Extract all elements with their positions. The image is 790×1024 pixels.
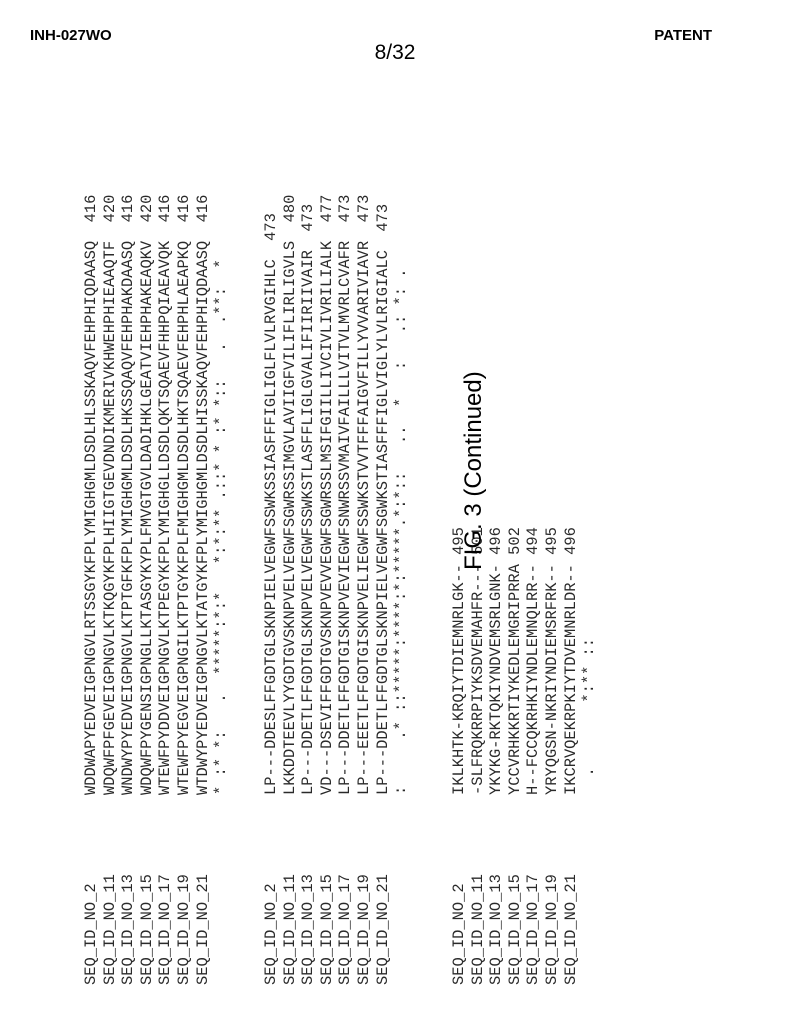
sequence-text: IKCRVQEKRPKIYTDVEMNRLDR-- 496 [561, 527, 580, 795]
sequence-row [175, 195, 194, 985]
alignment-block-1 [82, 195, 231, 985]
sequence-row [318, 195, 337, 985]
sequence-id: SEQ_ID_NO_15 [317, 874, 336, 985]
sequence-text: LP---DDESLFFGDTGLSKNPIELVEGWFSSWKSSIASFFFIGLIGLFLVLRVGIHLC 473 [262, 213, 280, 795]
consensus-symbols: * :* *: . *****:*:* *:*:** .::* * :* *:: . .**: * [212, 259, 231, 795]
sequence-text: LKKDDTEEVLYYGDTGVSKNPVELVEGWFSGWRSSIMGVLAVIIGFVILIFLIRLIGVLS 480 [280, 194, 299, 795]
sequence-row [450, 527, 469, 985]
sequence-row [487, 527, 506, 985]
sequence-id: SEQ_ID_NO_21 [373, 874, 392, 985]
sequence-id: SEQ_ID_NO_17 [156, 874, 175, 985]
sequence-text: WTEWFPYEGVEIGPNGILKTPTGYKFPLFMIGHGMLDSDLHKTSQAEVFEHPHLAEAPKQ 416 [174, 194, 193, 795]
sequence-id: SEQ_ID_NO_11 [100, 874, 119, 985]
sequence-row [156, 195, 175, 985]
sequence-id: SEQ_ID_NO_15 [137, 874, 156, 985]
sequence-row [336, 195, 355, 985]
sequence-row [119, 195, 138, 985]
sequence-row [101, 195, 120, 985]
sequence-row [469, 527, 488, 985]
sequence-id: SEQ_ID_NO_19 [354, 874, 373, 985]
sequence-text: WDQWFPFGEVEIGPNGVLKTKQGYKFPLHIIGTGEVDNDIKMERIVKHWEHPHIEAAQTF 420 [100, 194, 119, 795]
sequence-id: SEQ_ID_NO_2 [262, 883, 280, 985]
sequence-row [262, 195, 281, 985]
sequence-id: SEQ_ID_NO_17 [336, 874, 355, 985]
document-id: INH-027WO [30, 27, 112, 44]
alignment-block-3 [450, 527, 599, 985]
sequence-id: SEQ_ID_NO_11 [280, 874, 299, 985]
sequence-id: SEQ_ID_NO_21 [561, 874, 580, 985]
consensus-symbols: : .* ::*****:****:*:*****.*:*:: .. * : .: *: . [392, 268, 411, 795]
sequence-row [355, 195, 374, 985]
sequence-id: SEQ_ID_NO_19 [174, 874, 193, 985]
sequence-id: SEQ_ID_NO_13 [487, 874, 506, 985]
sequence-text: -SLFRQKRRPIYKSDVEMAHFR--- 501 [468, 527, 487, 795]
sequence-id: SEQ_ID_NO_2 [450, 883, 468, 985]
sequence-id: SEQ_ID_NO_21 [193, 874, 212, 985]
sequence-id: SEQ_ID_NO_11 [468, 874, 487, 985]
consensus-row [212, 195, 231, 985]
sequence-text: WDDWAPYEDVEIGPNGVLRTSSGYKFPLYMIGHGMLDSDLHLSSKAQVFEHPHIQDAASQ 416 [82, 194, 100, 795]
sequence-id: SEQ_ID_NO_19 [542, 874, 561, 985]
sequence-text: LP---DDETLFFGDTGLSKNPIELVEGWFSGWKSTIASFFFIGLVIGLYLVLRIGIALC 473 [373, 203, 392, 795]
sequence-row [82, 195, 101, 985]
sequence-text: WTEWFPYDDVEIGPNGVLKTPEGYKFPLYMIGHGLLDSDLQKTSQAEVFHHPQIAEAVQK 416 [156, 194, 175, 795]
sequence-row [506, 527, 525, 985]
sequence-text: WNDWYPYEDVEIGPNGVLKTPTGFKFPLYMIGHGMLDSDLHKSSQAQVFEHPHAKDAASQ 416 [119, 194, 138, 795]
sequence-row [562, 527, 581, 985]
sequence-id: SEQ_ID_NO_13 [299, 874, 318, 985]
sequence-id: SEQ_ID_NO_15 [505, 874, 524, 985]
patent-label: PATENT [654, 27, 712, 44]
sequence-text: YRYQGSN-NKRIYNDIEMSRFRK-- 495 [542, 527, 561, 795]
sequence-id: SEQ_ID_NO_17 [524, 874, 543, 985]
figure-caption: FIG. 3 (Continued) [460, 371, 487, 570]
consensus-row [392, 195, 411, 985]
sequence-id: SEQ_ID_NO_2 [82, 883, 100, 985]
sequence-text: WTDWYPYEDVEIGPNGVLKTATGYKFPLYMIGHGMLDSDLHISSKAQVFEHPHIQDAASQ 416 [193, 194, 212, 795]
sequence-text: YCCVRHKKRTIYKEDLEMGRIPRRA 502 [505, 527, 524, 795]
sequence-text: WDQWFPYGENSIGPNGLLKTASGYKYPLFMVGTGVLDADIHKLGEATVIEHPHAKEAQKV 420 [137, 194, 156, 795]
sequence-row [543, 527, 562, 985]
sequence-text: VD---DSEVIFFGDTGVSKNPVEVVEGWFSGWRSSLMSIFGIILLIVCIVLIVRILIALK 477 [317, 194, 336, 795]
page-number: 8/32 [374, 41, 416, 64]
sequence-row [194, 195, 213, 985]
consensus-symbols: . *:** :: [580, 637, 599, 795]
sequence-id: SEQ_ID_NO_13 [119, 874, 138, 985]
sequence-text: LP---DDETLFFGDTGISKNPVEVIEGWFSNWRSSVMAIVFAILLLVITVLMVRLCVAFR 473 [336, 194, 355, 795]
sequence-row [374, 195, 393, 985]
sequence-row [281, 195, 300, 985]
sequence-text: LP---EEETLFFGDTGISKNPVELIEGWFSSWKSTVVTFFFAIGVFILLYVVARIVIAVR 473 [354, 194, 373, 795]
alignment-block-2 [262, 195, 411, 985]
sequence-alignment [82, 85, 622, 985]
consensus-row [580, 527, 599, 985]
sequence-text: LP---DDETLFFGDTGLSKNPVELVEGWFSSWKSTLASFFLIGLGVALIFIIRIIVAIR 473 [299, 203, 318, 795]
sequence-text: IKLKHTK-KRQIYTDIEMNRLGK-- 495 [450, 527, 468, 795]
sequence-text: H--FCCQKRHKIYNDLEMNQLRR-- 494 [524, 527, 543, 795]
sequence-row [138, 195, 157, 985]
sequence-row [299, 195, 318, 985]
sequence-row [524, 527, 543, 985]
sequence-text: YKYKG-RKTQKIYNDVEMSRLGNK- 496 [487, 527, 506, 795]
